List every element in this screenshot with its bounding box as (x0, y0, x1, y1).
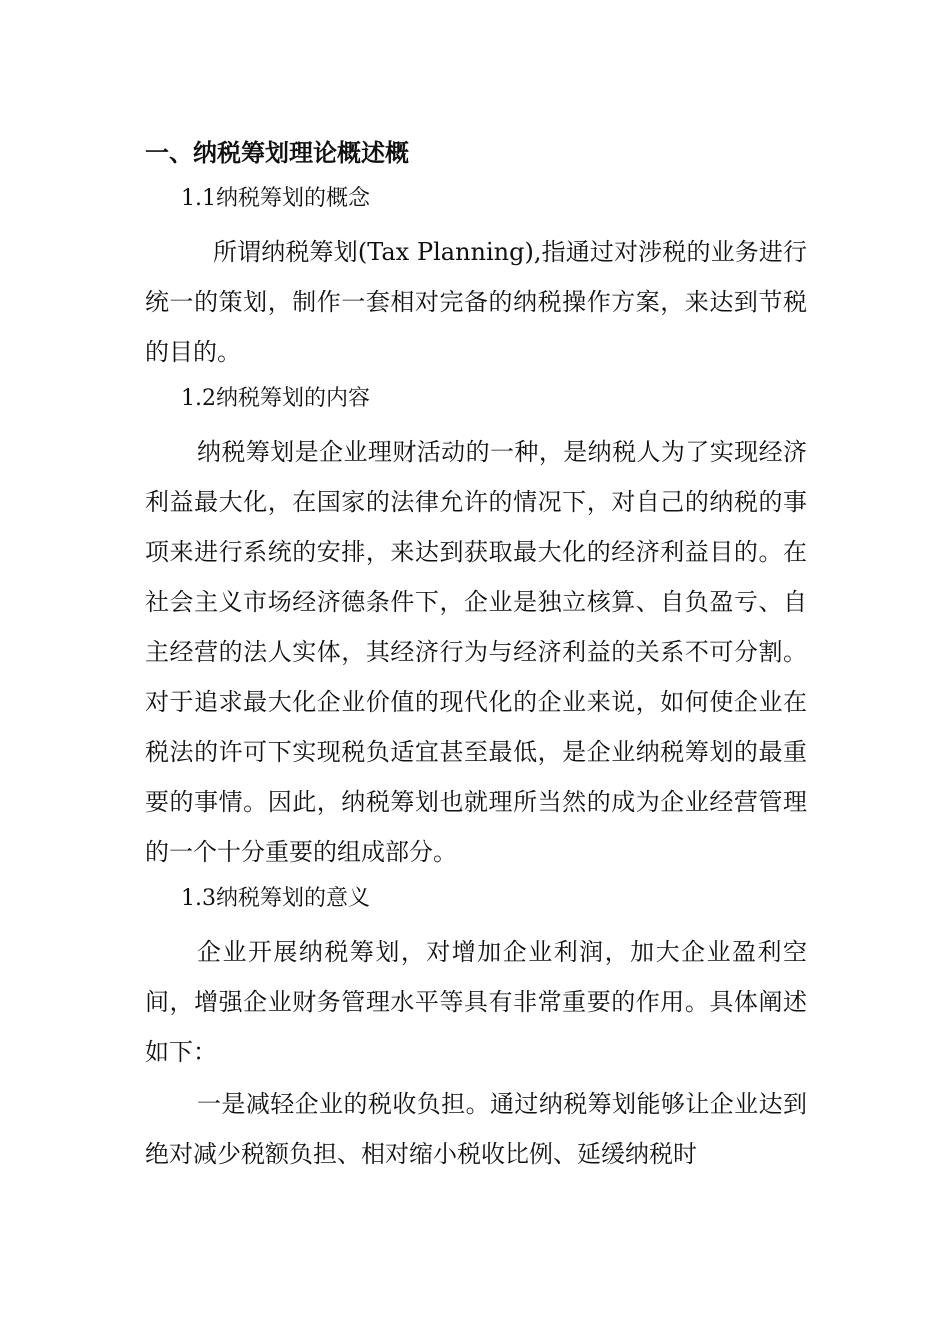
chapter-heading: 一、纳税筹划理论概述概 (145, 139, 409, 167)
paragraph-significance: 企业开展纳税筹划，对增加企业利润，加大企业盈利空间，增强企业财务管理水平等具有非常重要的作用。具体阐述如下： (145, 938, 807, 1066)
document-body (145, 133, 807, 1181)
section-title-1-2: 1.2纳税筹划的内容 (181, 386, 370, 411)
section-title-1-3: 1.3纳税筹划的意义 (181, 886, 370, 911)
paragraph-first-point: 一是减轻企业的税收负担。通过纳税筹划能够让企业达到绝对减少税额负担、相对缩小税收比例、延缓纳税时 (145, 1090, 807, 1168)
section-title-1-1: 1.1纳税筹划的概念 (181, 186, 370, 211)
paragraph-concept: 所谓纳税筹划(Tax Planning),指通过对涉税的业务进行统一的策划，制作一套相对完备的纳税操作方案，来达到节税的目的。 (145, 238, 807, 366)
paragraph-content: 纳税筹划是企业理财活动的一种，是纳税人为了实现经济利益最大化，在国家的法律允许的情况下，对自己的纳税的事项来进行系统的安排，来达到获取最大化的经济利益目的。在社会主义市场经济德条件下，企业是独立核算、自负盈亏、自主经营的法人实体，其经济行为与经济利益的关系不可分割。对于追求最大化企业价值的现代化的企业来说，如何使企业在税法的许可下实现税负适宜甚至最低，是企业纳税筹划的最重要的事情。因此，纳税筹划也就理所当然的成为企业经营管理的一个十分重要的组成部分。 (145, 438, 807, 866)
